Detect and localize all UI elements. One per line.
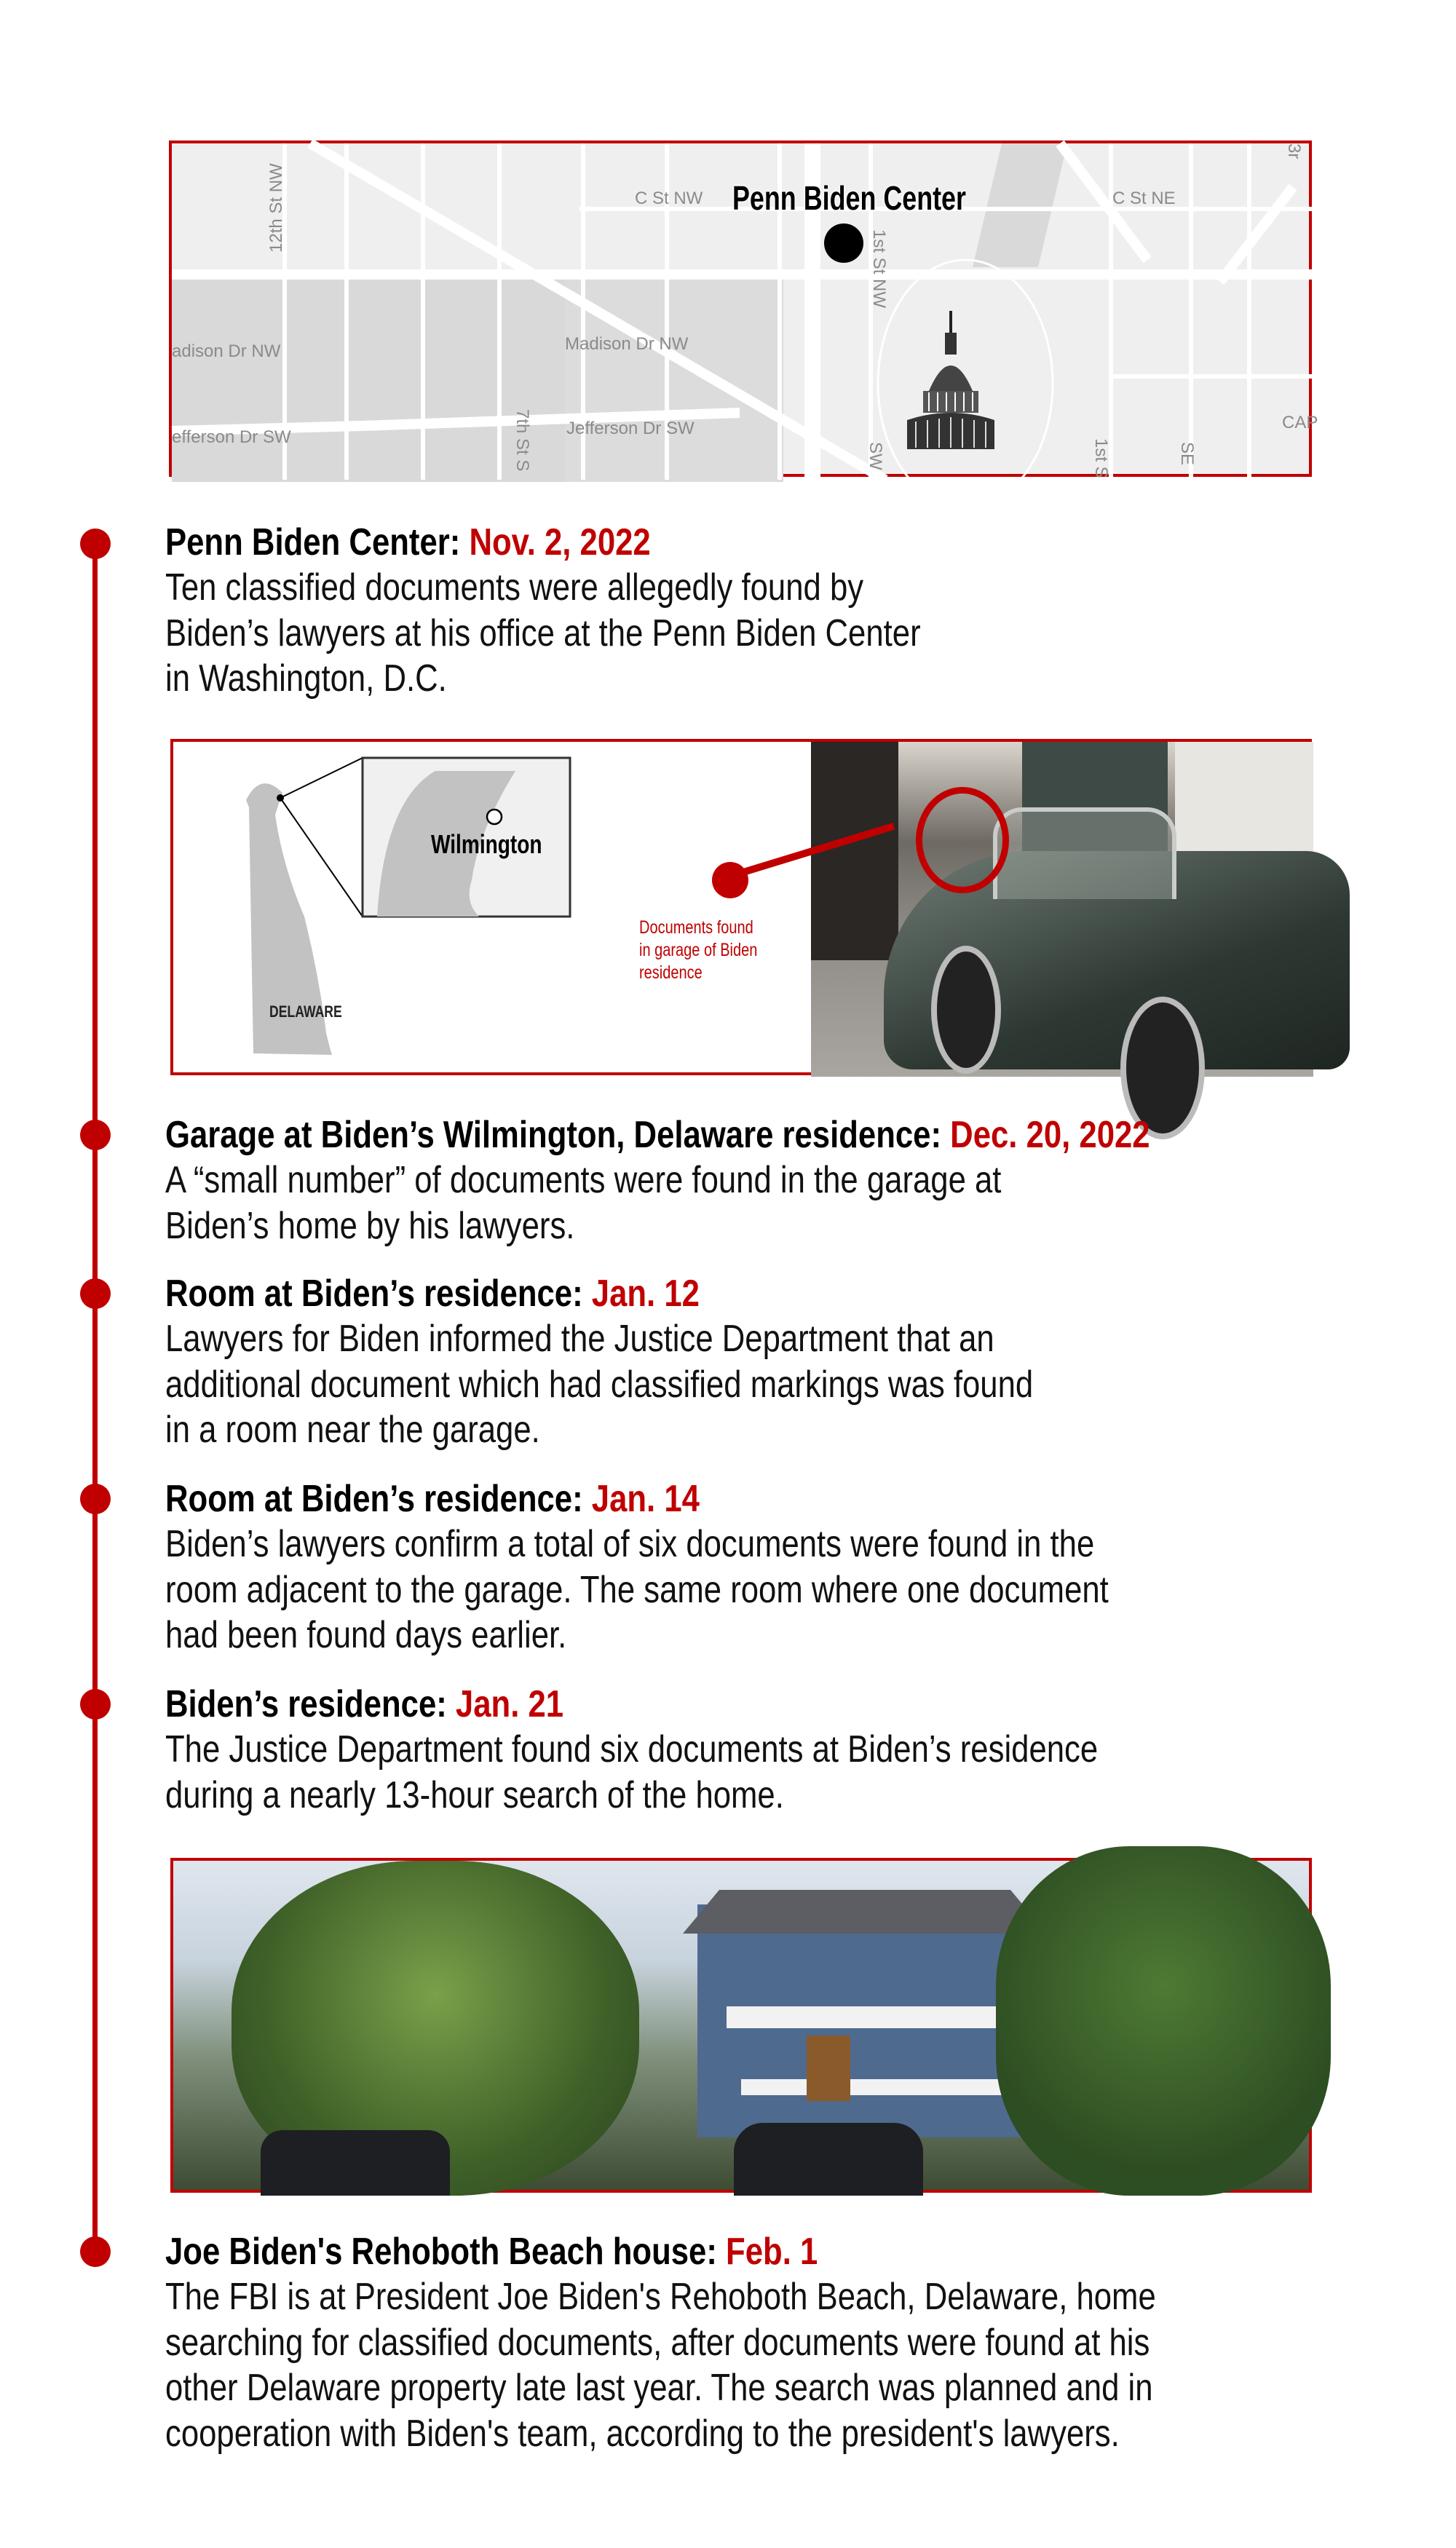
street-label: C St NE xyxy=(1112,189,1176,208)
map-marker-label: Penn Biden Center xyxy=(732,179,966,217)
item-place: Garage at Biden’s Wilmington, Delaware residence: xyxy=(165,1114,942,1156)
street-label: 12th St NW xyxy=(266,163,286,253)
item-title xyxy=(165,1682,1205,1727)
street-label: adison Dr NW xyxy=(172,341,281,361)
delaware-garage-panel xyxy=(170,739,1312,1075)
street-label: SW xyxy=(866,442,885,470)
item-date: Jan. 21 xyxy=(455,1683,564,1725)
street-label: 1st S xyxy=(1091,438,1111,478)
street-label: Madison Dr NW xyxy=(565,334,689,354)
item-body-line: Lawyers for Biden informed the Justice Department that an xyxy=(165,1318,994,1360)
street-label: CAP xyxy=(1282,413,1318,432)
timeline-item xyxy=(165,1271,1205,1453)
item-date: Jan. 14 xyxy=(591,1478,700,1520)
street-label: 3r xyxy=(1284,143,1304,159)
item-body-line: had been found days earlier. xyxy=(165,1614,567,1656)
timeline-item xyxy=(165,1682,1205,1818)
item-body-line: Biden’s lawyers at his office at the Penn Biden Center xyxy=(165,612,921,654)
item-body-line: during a nearly 13-hour search of the home. xyxy=(165,1773,784,1816)
delaware-map xyxy=(173,742,814,1077)
item-date: Jan. 12 xyxy=(591,1273,700,1315)
item-place: Joe Biden's Rehoboth Beach house: xyxy=(165,2231,717,2273)
item-body-line: other Delaware property late last year. The search was planned and in xyxy=(165,2367,1153,2409)
street-label: C St NW xyxy=(635,189,703,208)
item-title xyxy=(165,1271,1205,1316)
item-place: Penn Biden Center: xyxy=(165,521,461,563)
item-body-line: cooperation with Biden's team, according to the president's lawyers. xyxy=(165,2412,1120,2455)
item-place: Biden’s residence: xyxy=(165,1683,447,1725)
timeline-item xyxy=(165,2229,1205,2456)
timeline-dot xyxy=(80,1278,111,1309)
item-body-line: Ten classified documents were allegedly found by xyxy=(165,566,864,609)
item-date: Nov. 2, 2022 xyxy=(469,521,651,563)
item-body-line: additional document which had classified markings was found xyxy=(165,1363,1034,1406)
item-body-line: in Washington, D.C. xyxy=(165,657,447,700)
location-dot-icon xyxy=(824,223,863,263)
callout-line: residence xyxy=(639,962,703,983)
item-body-line: room adjacent to the garage. The same room where one document xyxy=(165,1568,1109,1611)
item-body-line: A “small number” of documents were found in the garage at xyxy=(165,1159,1002,1201)
item-body-line: Biden’s home by his lawyers. xyxy=(165,1204,575,1247)
item-date: Feb. 1 xyxy=(726,2231,818,2273)
delaware-label: DELAWARE xyxy=(269,1002,342,1021)
timeline-dot xyxy=(80,1484,111,1514)
timeline-line xyxy=(92,542,98,2253)
wilmington-label: Wilmington xyxy=(431,829,542,859)
item-body-line: in a room near the garage. xyxy=(165,1409,540,1451)
item-title xyxy=(165,1112,1205,1158)
item-body-line: The FBI is at President Joe Biden's Rehoboth Beach, Delaware, home xyxy=(165,2276,1156,2318)
item-body-line: searching for classified documents, after documents were found at his xyxy=(165,2321,1150,2364)
rehoboth-house-photo xyxy=(170,1858,1312,2193)
street-label: efferson Dr SW xyxy=(172,427,291,447)
street-label: 7th St S xyxy=(513,409,532,472)
item-date: Dec. 20, 2022 xyxy=(950,1114,1150,1156)
item-title xyxy=(165,520,1205,565)
street-label: SE xyxy=(1177,442,1197,466)
tree xyxy=(996,1846,1331,2196)
item-body-line: The Justice Department found six documents at Biden’s residence xyxy=(165,1728,1099,1770)
timeline-item xyxy=(165,520,1205,702)
street-label: Jefferson Dr SW xyxy=(566,419,695,438)
dc-map xyxy=(169,141,1318,478)
timeline-dot xyxy=(80,1120,111,1150)
callout-line: in garage of Biden xyxy=(639,940,758,960)
timeline-item xyxy=(165,1112,1205,1249)
callout-text xyxy=(639,917,787,984)
item-place: Room at Biden’s residence: xyxy=(165,1478,583,1520)
item-title xyxy=(165,2229,1205,2274)
capitol-dome-icon xyxy=(900,311,1002,449)
highlight-circle xyxy=(916,787,1009,893)
item-title xyxy=(165,1476,1205,1522)
item-place: Room at Biden’s residence: xyxy=(165,1273,583,1315)
item-body-line: Biden’s lawyers confirm a total of six documents were found in the xyxy=(165,1523,1095,1565)
car xyxy=(734,2123,923,2196)
timeline-dot xyxy=(80,1689,111,1720)
callout-marker xyxy=(712,862,748,898)
car xyxy=(261,2130,450,2196)
timeline-item xyxy=(165,1476,1205,1658)
timeline-dot xyxy=(80,529,111,559)
callout-line: Documents found xyxy=(639,917,753,938)
timeline-dot xyxy=(80,2236,111,2267)
garage-photo xyxy=(811,742,1313,1077)
street-label: 1st St NW xyxy=(869,229,889,309)
